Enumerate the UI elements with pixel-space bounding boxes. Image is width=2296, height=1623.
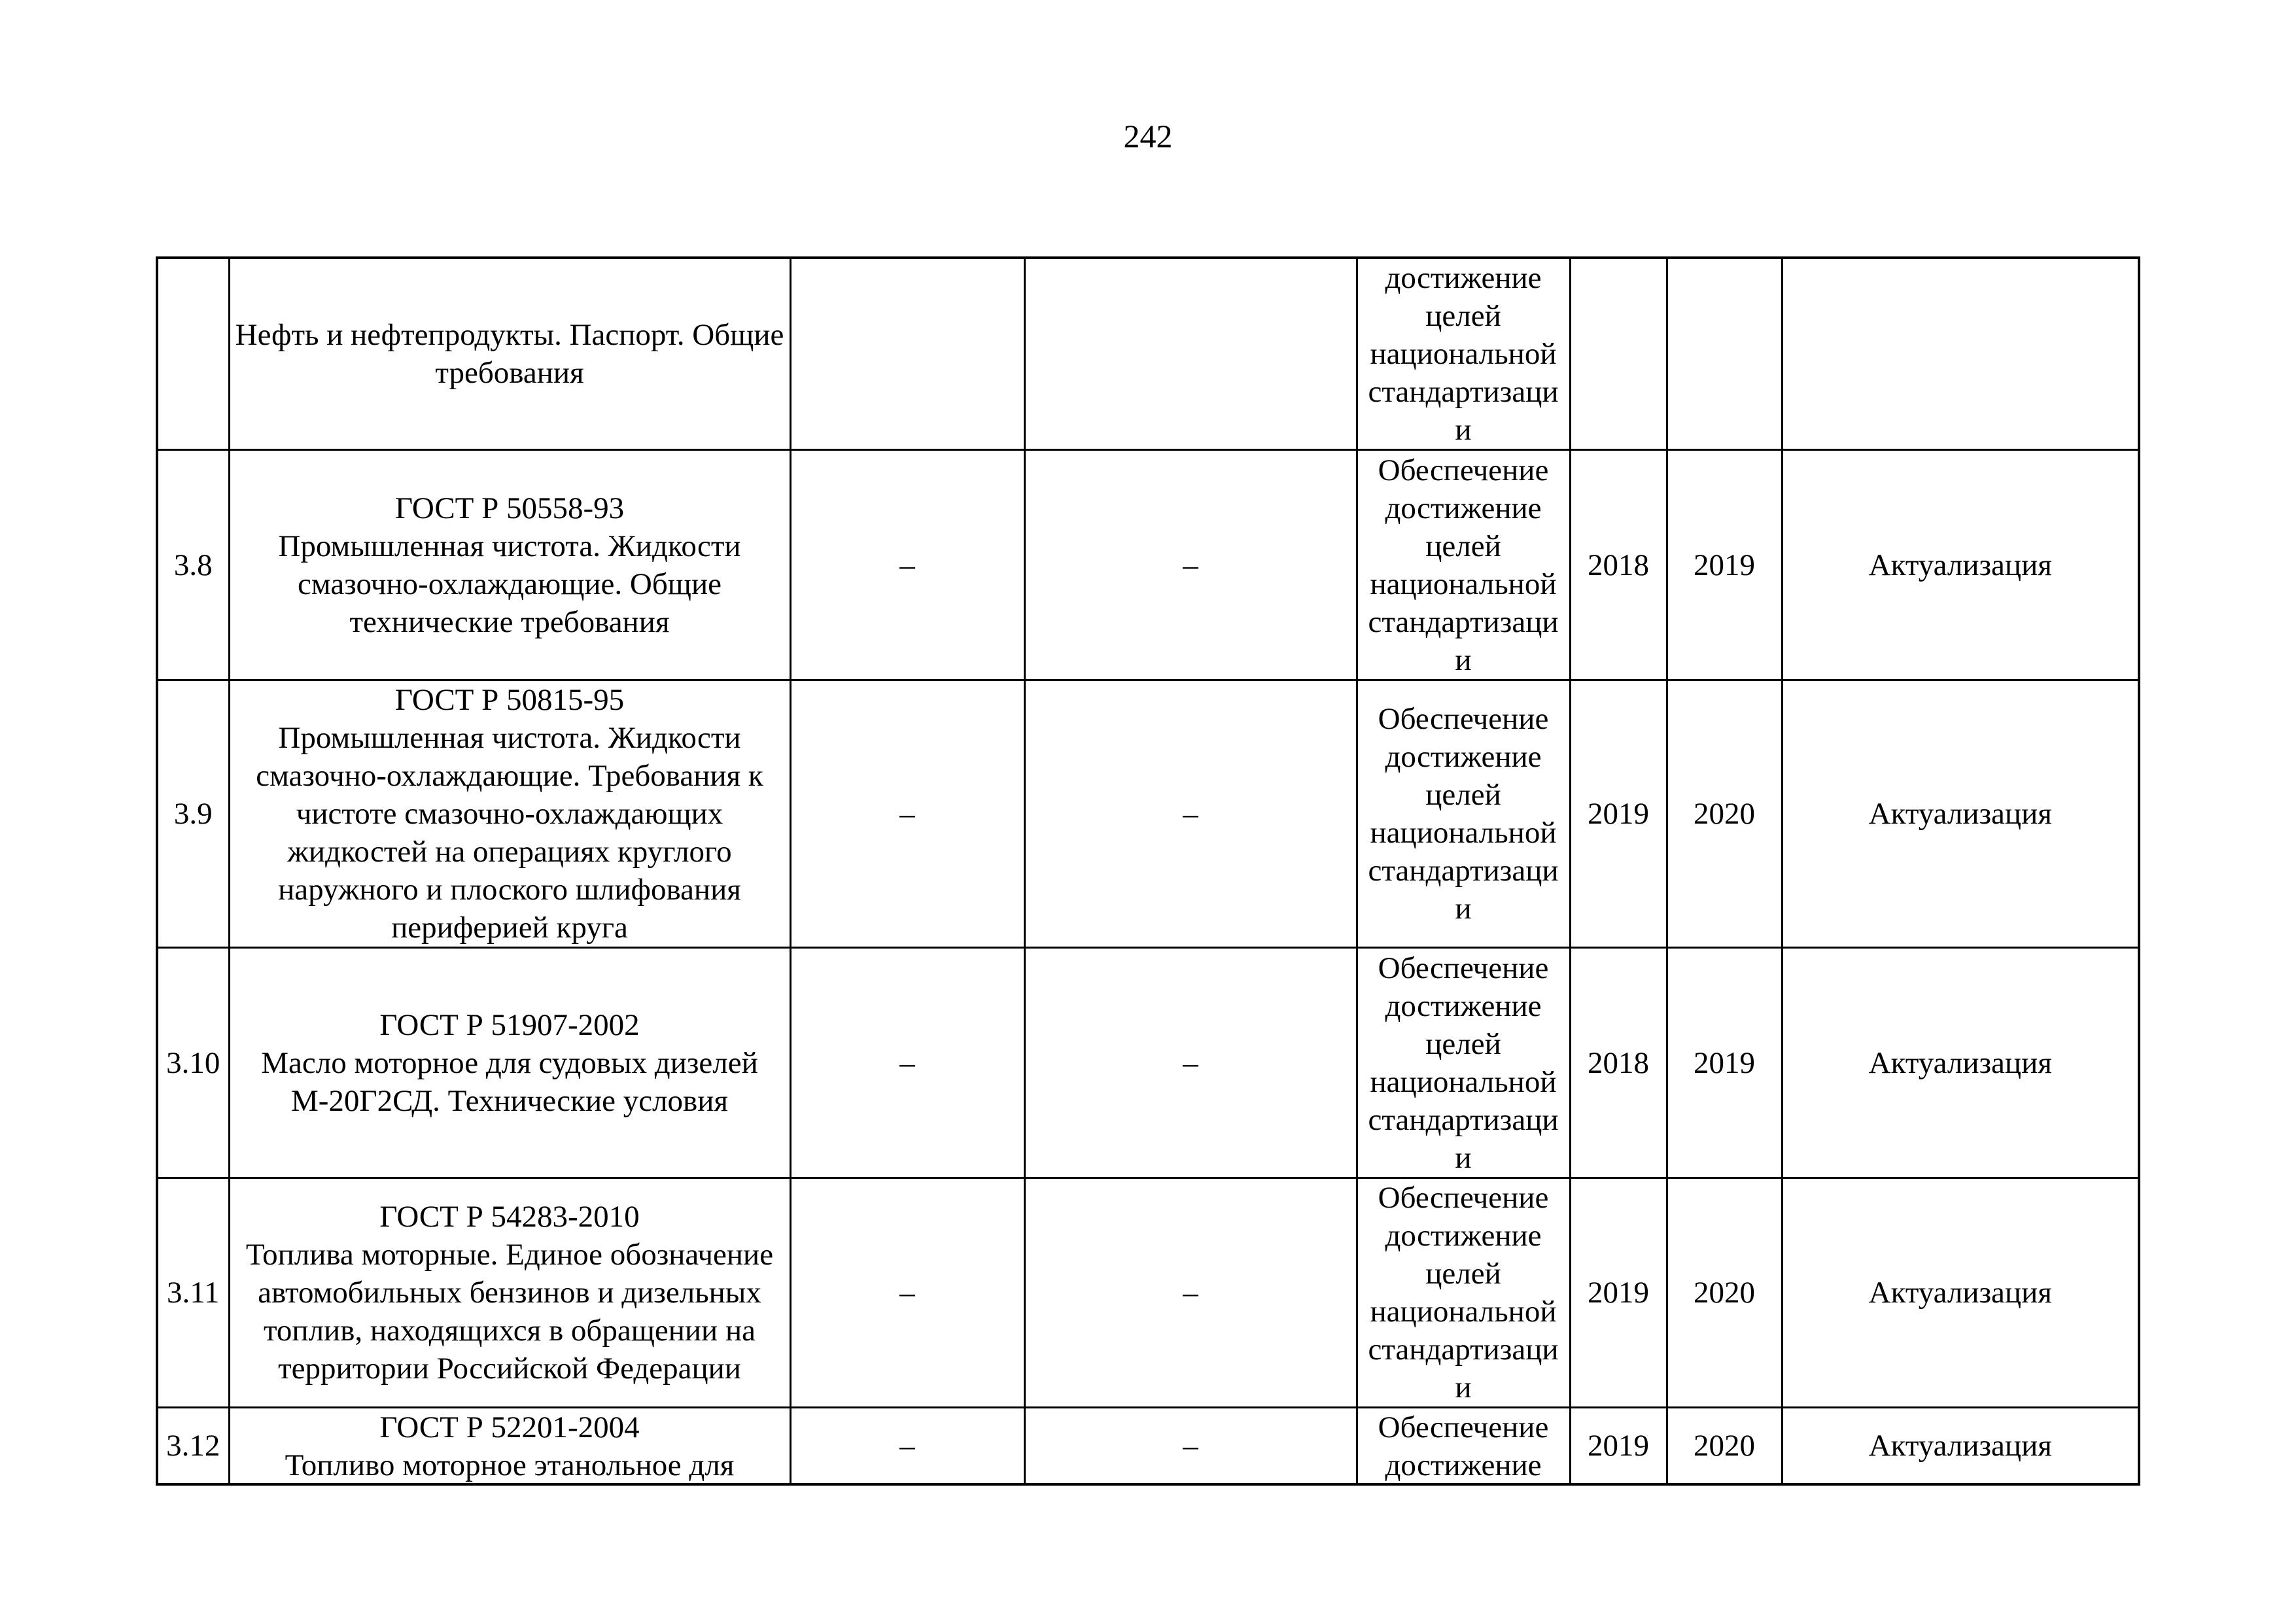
column-3-value: – [790,948,1024,1178]
standard-code: ГОСТ Р 50558-93 [394,491,625,525]
standards-table [156,256,2140,1486]
standard-code: ГОСТ Р 50815-95 [394,683,625,717]
end-year: 2019 [1667,948,1782,1178]
end-year: 2019 [1667,450,1782,680]
row-number: 3.12 [157,1408,229,1485]
standard-name-clip [233,1408,787,1483]
start-year: 2019 [1570,1178,1667,1408]
action-cell: Актуализация [1782,1178,2139,1408]
end-year: 2020 [1667,1408,1782,1485]
action-cell: Актуализация [1782,948,2139,1178]
standard-name [229,948,790,1178]
start-year: 2019 [1570,1408,1667,1485]
row-number [157,258,229,450]
end-year: 2020 [1667,680,1782,948]
goal-cell: Обеспечение достижение целей национальной стандартизаци и [1357,680,1570,948]
action-cell: Актуализация [1782,1408,2139,1485]
standard-title: Промышленная чистота. Жидкости смазочно-охлаждающие. Общие технические требования [278,529,741,639]
column-4-value: – [1024,450,1357,680]
row-number: 3.10 [157,948,229,1178]
standard-name [229,680,790,948]
end-year [1667,258,1782,450]
column-3-value: – [790,450,1024,680]
column-4-value: – [1024,1408,1357,1485]
row-number: 3.11 [157,1178,229,1408]
goal-cell: достижение целей национальной стандартизаци и [1357,258,1570,450]
end-year: 2020 [1667,1178,1782,1408]
standard-title: Масло моторное для судовых дизелей М-20Г2СД. Технические условия [261,1045,758,1118]
start-year [1570,258,1667,450]
column-4-value: – [1024,1178,1357,1408]
column-4-value [1024,258,1357,450]
action-cell [1782,258,2139,450]
standard-name [229,1178,790,1408]
standard-code: ГОСТ Р 52201-2004 [379,1410,640,1444]
action-cell: Актуализация [1782,680,2139,948]
standard-title: Промышленная чистота. Жидкости смазочно-охлаждающие. Требования к чистоте смазочно-охлаждающих жидкостей на операциях круглого наружного и плоского шлифования периферией круга [256,721,763,945]
standard-name [229,258,790,450]
goal-cell: Обеспечение достижение целей национальной стандартизаци и [1357,948,1570,1178]
standard-name [229,450,790,680]
table-row [157,258,2139,450]
page-number: 242 [1123,118,1173,154]
goal-cell: Обеспечение достижение целей национальной стандартизаци и [1357,1178,1570,1408]
standard-title: Нефть и нефтепродукты. Паспорт. Общие требования [235,318,784,390]
table-row [157,948,2139,1178]
action-cell: Актуализация [1782,450,2139,680]
standard-title: Топлива моторные. Единое обозначение автомобильных бензинов и дизельных топлив, находящихся в обращении на территории Российской Федерации [245,1238,774,1386]
start-year: 2018 [1570,948,1667,1178]
table-row [157,1178,2139,1408]
goal-clip: Обеспечение достижение [1378,1410,1549,1482]
table-row [157,680,2139,948]
column-4-value: – [1024,680,1357,948]
standard-code: ГОСТ Р 54283-2010 [379,1200,640,1234]
start-year: 2018 [1570,450,1667,680]
row-number: 3.9 [157,680,229,948]
table-row [157,1408,2139,1485]
goal-cell: Обеспечение достижение целей национальной стандартизаци и [1357,450,1570,680]
column-4-value: – [1024,948,1357,1178]
standard-title: Топливо моторное этанольное для [285,1448,735,1482]
goal-cell [1357,1408,1570,1485]
column-3-value: – [790,1408,1024,1485]
column-3-value [790,258,1024,450]
column-3-value: – [790,1178,1024,1408]
column-3-value: – [790,680,1024,948]
row-number: 3.8 [157,450,229,680]
start-year: 2019 [1570,680,1667,948]
standard-code: ГОСТ Р 51907-2002 [379,1007,640,1042]
standard-name [229,1408,790,1485]
table-row [157,450,2139,680]
